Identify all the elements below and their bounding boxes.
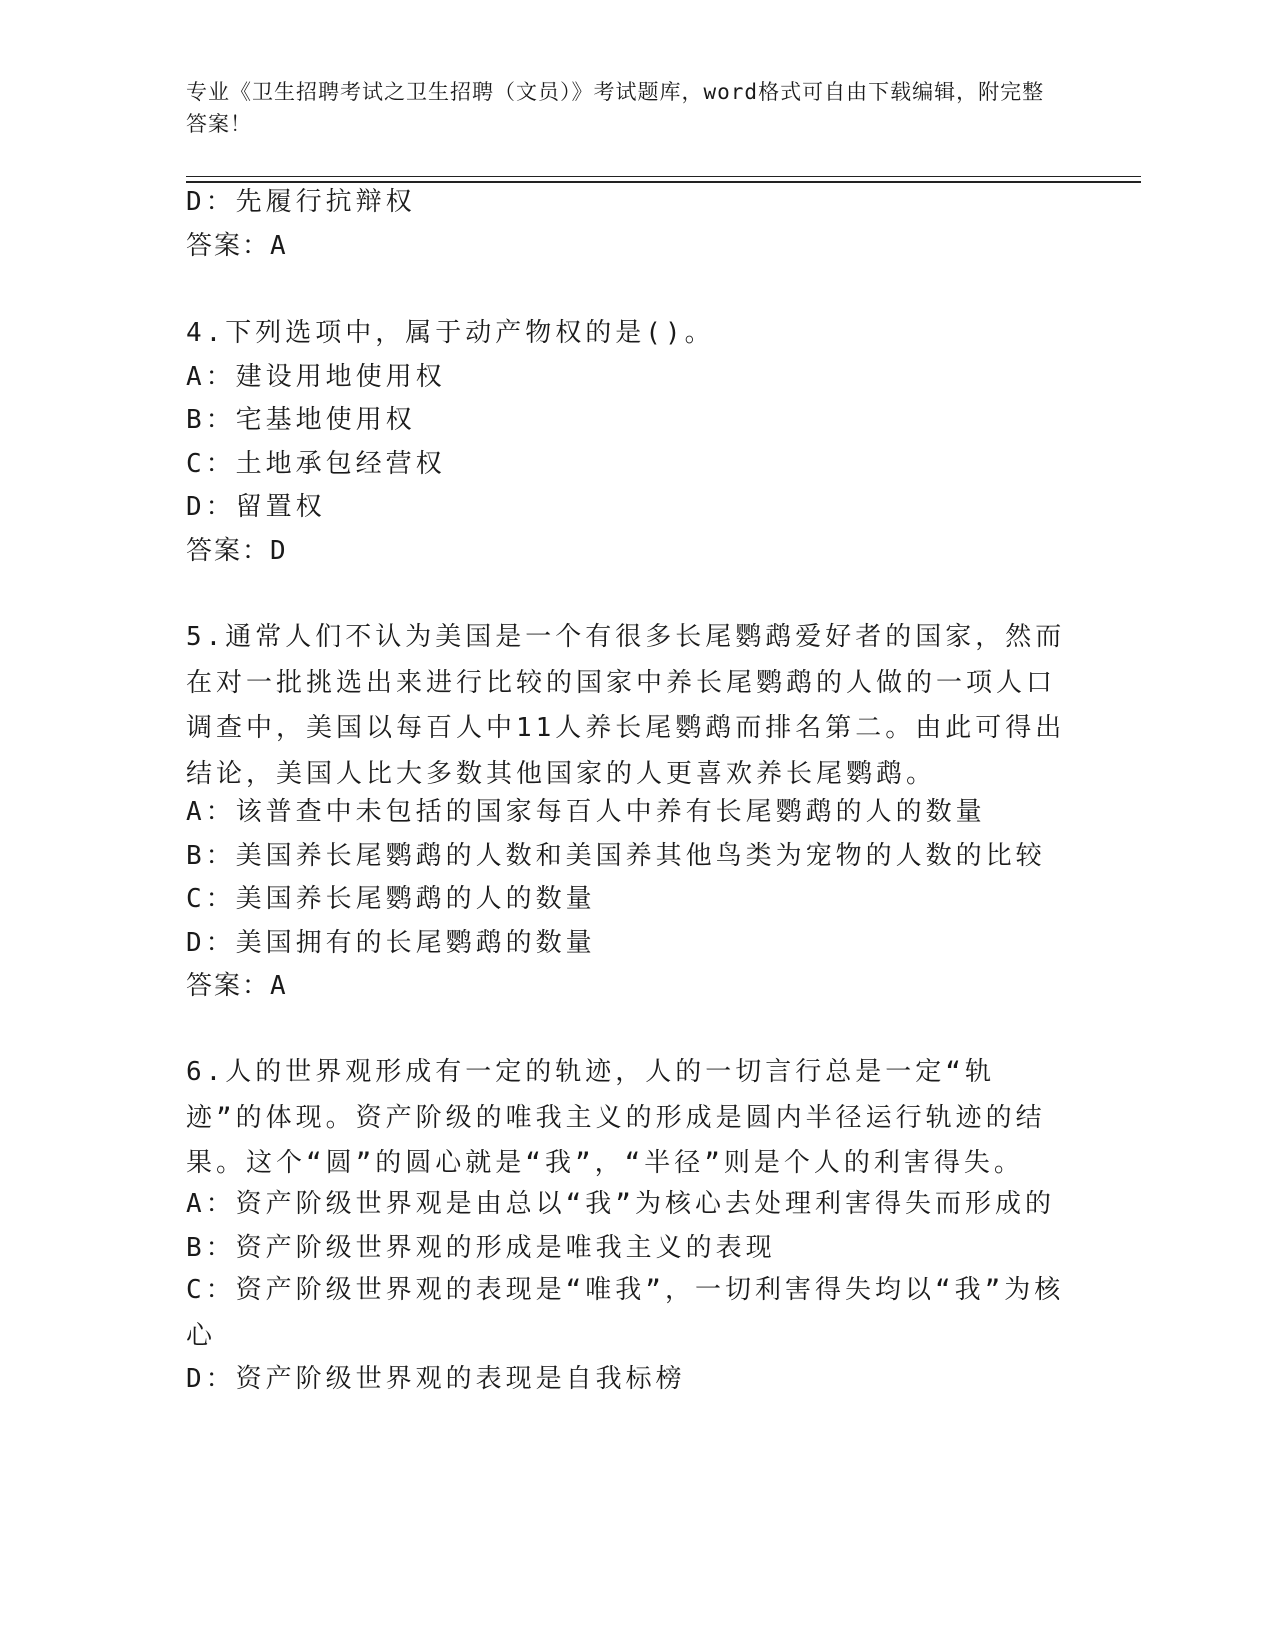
q6-option-b: B：资产阶级世界观的形成是唯我主义的表现 — [186, 1233, 776, 1263]
q4-option-d: D：留置权 — [186, 492, 326, 522]
q4-option-a: A：建设用地使用权 — [186, 362, 446, 392]
q6-option-a: A：资产阶级世界观是由总以“我”为核心去处理利害得失而形成的 — [186, 1189, 1055, 1219]
q4-option-c: C：土地承包经营权 — [186, 449, 446, 479]
q3-option-d: D：先履行抗辩权 — [186, 187, 416, 217]
q5-option-a: A：该普查中未包括的国家每百人中养有长尾鹦鹉的人的数量 — [186, 797, 986, 827]
q5-option-c: C：美国养长尾鹦鹉的人的数量 — [186, 884, 596, 914]
q5-option-b: B：美国养长尾鹦鹉的人数和美国养其他鸟类为宠物的人数的比较 — [186, 841, 1046, 871]
document-header: 专业《卫生招聘考试之卫生招聘（文员）》考试题库，word格式可自由下载编辑，附完整答案！ — [186, 80, 1045, 136]
header-divider-top — [186, 176, 1141, 177]
q6-option-c: C：资产阶级世界观的表现是“唯我”，一切利害得失均以“我”为核心 — [186, 1275, 1065, 1351]
q4-answer: 答案：D — [186, 536, 288, 566]
q5-option-d: D：美国拥有的长尾鹦鹉的数量 — [186, 928, 596, 958]
q5-question: 5.通常人们不认为美国是一个有很多长尾鹦鹉爱好者的国家，然而在对一批挑选出来进行比较的国家中养长尾鹦鹉的人做的一项人口调查中，美国以每百人中11人养长尾鹦鹉而排名第二。由此可得出结论，美国人比大多数其他国家的人更喜欢养长尾鹦鹉。 — [186, 622, 1066, 789]
q4-question: 4.下列选项中，属于动产物权的是()。 — [186, 318, 715, 348]
q6-option-d: D：资产阶级世界观的表现是自我标榜 — [186, 1364, 686, 1394]
q3-answer: 答案：A — [186, 231, 288, 261]
q4-option-b: B：宅基地使用权 — [186, 405, 416, 435]
header-divider-bottom — [186, 181, 1141, 183]
q6-question: 6.人的世界观形成有一定的轨迹，人的一切言行总是一定“轨迹”的体现。资产阶级的唯我主义的形成是圆内半径运行轨迹的结果。这个“圆”的圆心就是“我”，“半径”则是个人的利害得失。 — [186, 1057, 1046, 1178]
q5-answer: 答案：A — [186, 971, 288, 1001]
